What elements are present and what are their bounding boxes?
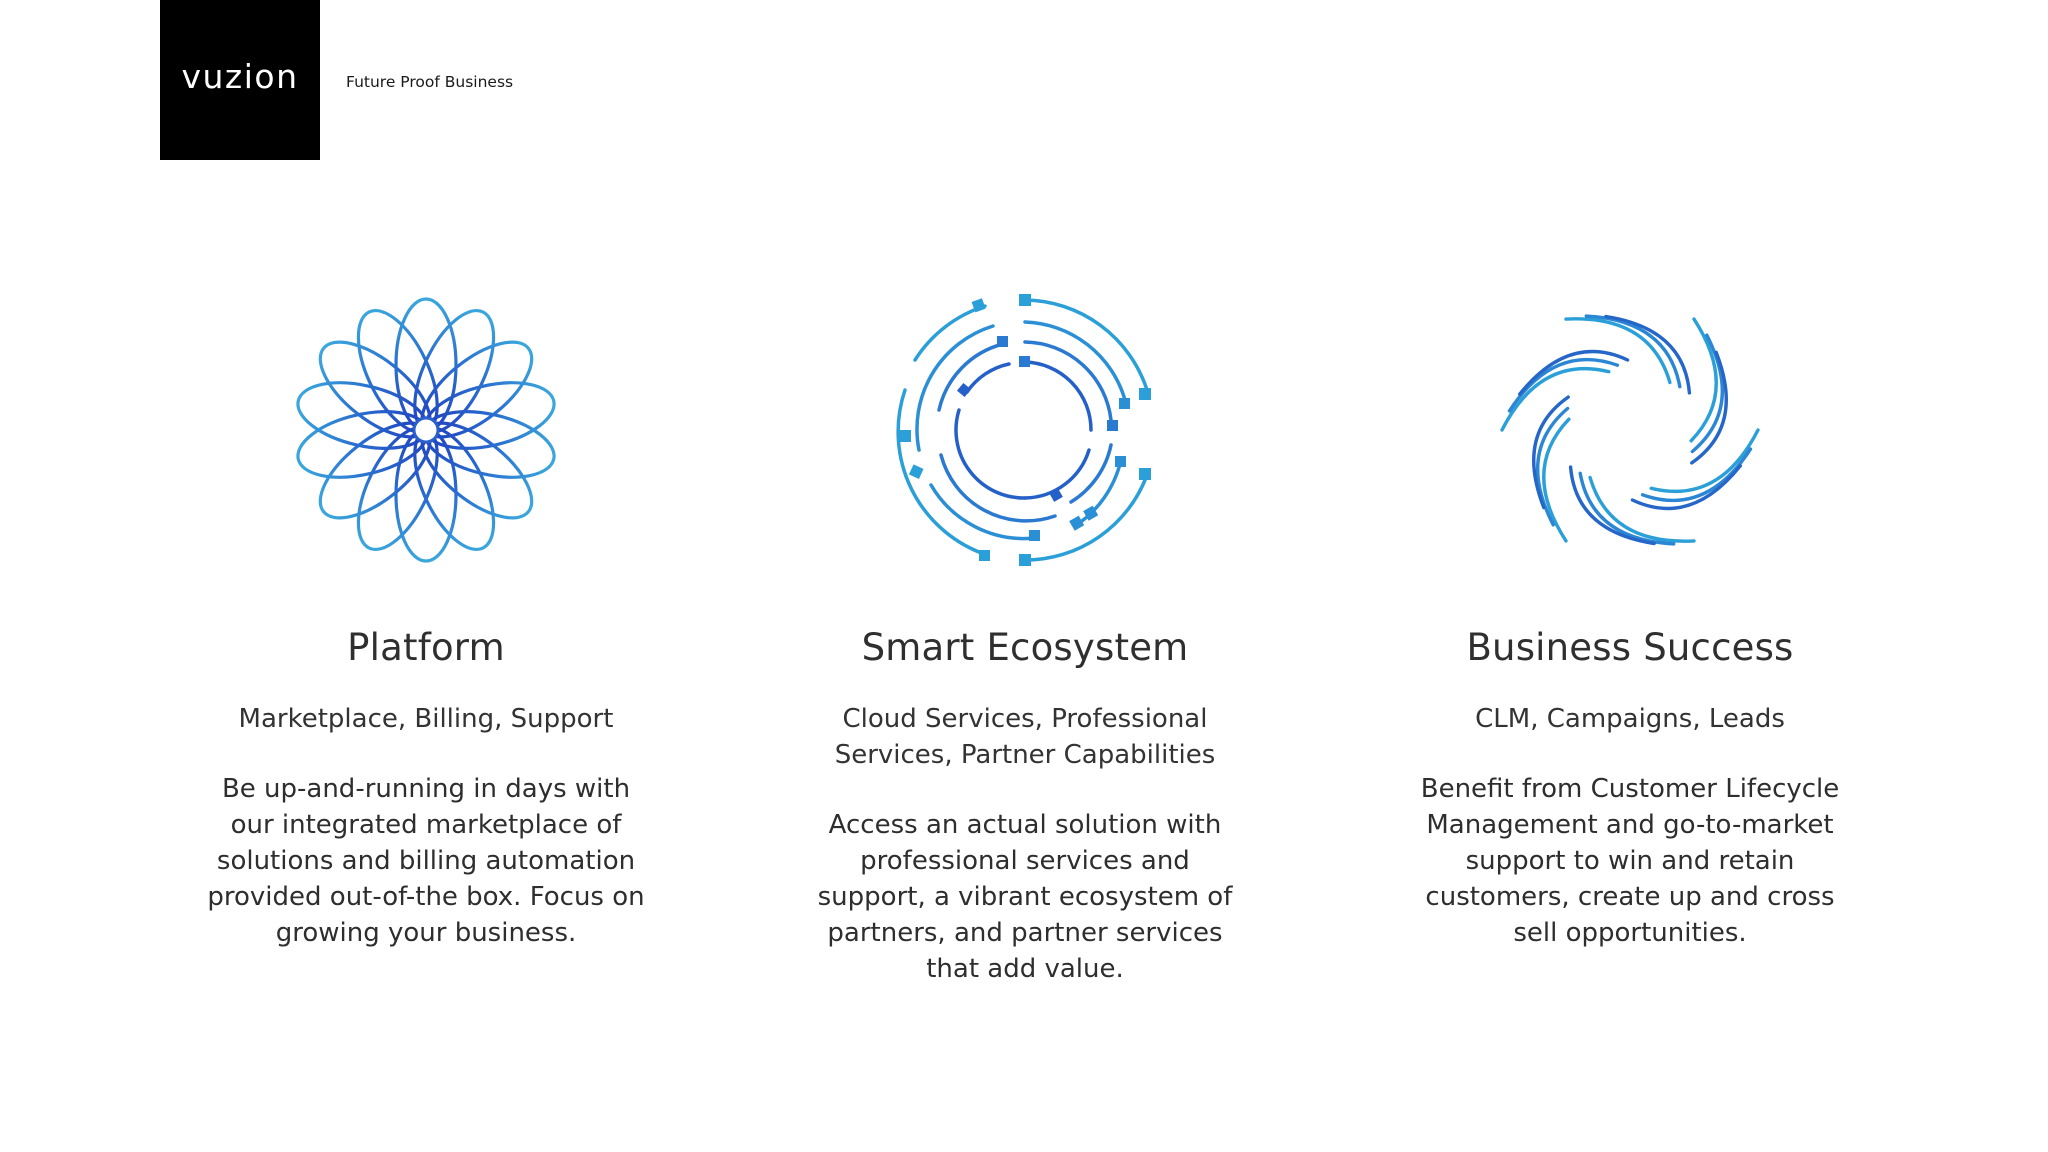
- feature-smart-ecosystem: [745, 280, 1305, 987]
- column-title: Platform: [347, 626, 505, 669]
- logo-text: vuzion: [181, 56, 299, 96]
- column-description: Access an actual solution with professional services and support, a vibrant ecosystem of partners, and partner services that add value.: [817, 810, 1233, 984]
- column-description: Benefit from Customer Lifecycle Management and go-to-market support to win and retain customers, create up and cross sell opportunities.: [1420, 774, 1840, 948]
- column-subtitle: Marketplace, Billing, Support: [238, 704, 614, 734]
- brand-tagline: Future Proof Business: [346, 73, 514, 91]
- column-title: Business Success: [1466, 626, 1794, 669]
- feature-platform: [146, 280, 706, 951]
- flower-petals-icon: [276, 280, 576, 580]
- petal-shape: [396, 429, 456, 561]
- concentric-rings-icon: [875, 280, 1175, 580]
- column-description: Be up-and-running in days with our integrated marketplace of solutions and billing automation provided out-of-the box. Focus on growing your business.: [207, 774, 645, 948]
- swirl-stroke: [1691, 319, 1716, 441]
- swirl-stroke: [1544, 419, 1569, 541]
- brand-logo[interactable]: [160, 0, 320, 160]
- column-title: Smart Ecosystem: [861, 626, 1189, 669]
- petal-shape: [396, 299, 456, 431]
- column-subtitle: CLM, Campaigns, Leads: [1475, 704, 1785, 734]
- spiral-swirl-icon: [1480, 280, 1780, 580]
- feature-business-success: [1350, 280, 1910, 951]
- column-subtitle: Cloud Services, Professional Services, Partner Capabilities: [834, 704, 1216, 770]
